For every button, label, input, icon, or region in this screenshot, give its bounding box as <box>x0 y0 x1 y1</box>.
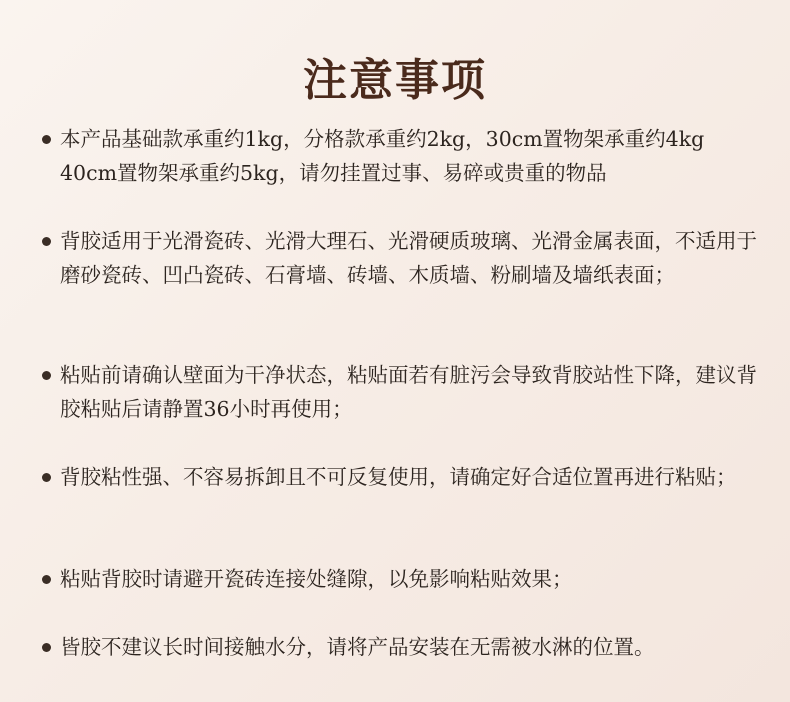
list-item <box>60 460 760 494</box>
bullet-icon <box>42 643 51 652</box>
list-item <box>60 562 760 596</box>
list-item <box>60 122 760 190</box>
note-text: 本产品基础款承重约1kg，分格款承重约2kg，30cm置物架承重约4kg 40cm置物架承重约5kg，请勿挂置过事、易碎或贵重的物品 <box>60 127 705 185</box>
list-item <box>60 358 760 426</box>
note-text: 粘贴背胶时请避开瓷砖连接处缝隙，以免影响粘贴效果； <box>60 567 573 591</box>
note-text: 背胶适用于光滑瓷砖、光滑大理石、光滑硬质玻璃、光滑金属表面，不适用于磨砂瓷砖、凹凸瓷砖、石膏墙、砖墙、木质墙、粉刷墙及墙纸表面； <box>60 229 757 287</box>
bullet-icon <box>42 473 51 482</box>
note-text: 粘贴前请确认壁面为干净状态，粘贴面若有脏污会导致背胶站性下降，建议背胶粘贴后请静置36小时再使用； <box>60 363 757 421</box>
note-text: 皆胶不建议长时间接触水分，请将产品安装在无需被水淋的位置。 <box>60 635 655 659</box>
note-text: 背胶粘性强、不容易拆卸且不可反复使用，请确定好合适位置再进行粘贴； <box>60 465 737 489</box>
page-title: 注意事项 <box>303 55 487 107</box>
bullet-icon <box>42 135 51 144</box>
bullet-icon <box>42 371 51 380</box>
bullet-icon <box>42 237 51 246</box>
bullet-icon <box>42 575 51 584</box>
list-item <box>60 630 760 664</box>
list-item <box>60 224 760 292</box>
